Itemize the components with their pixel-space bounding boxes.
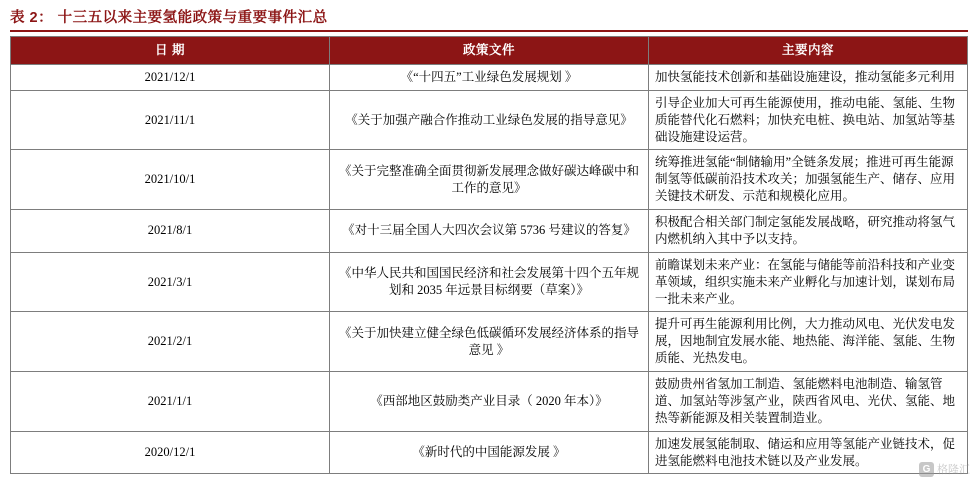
cell-content: 鼓励贵州省氢加工制造、氢能燃料电池制造、输氢管道、加氢站等涉氢产业，陕西省风电、光伏、氢能、地热等新能源及相关装置制造业。 [649,372,968,432]
table-row [11,64,968,90]
cell-content: 加快氢能技术创新和基础设施建设，推动氢能多元利用 [649,64,968,90]
cell-document: 《中华人民共和国国民经济和社会发展第十四个五年规划和 2035 年远景目标纲要（草案）》 [330,252,649,312]
cell-document: 《关于加快建立健全绿色低碳循环发展经济体系的指导意见 》 [330,312,649,372]
column-header-document: 政策文件 [330,37,649,65]
cell-content: 加速发展氢能制取、储运和应用等氢能产业链技术，促进氢能燃料电池技术链以及产业发展。 [649,431,968,474]
table-row [11,252,968,312]
cell-date: 2020/12/1 [11,431,330,474]
cell-date: 2021/3/1 [11,252,330,312]
table-body [11,64,968,474]
table-row [11,312,968,372]
watermark-logo-icon: G [919,462,934,477]
cell-document: 《西部地区鼓励类产业目录（ 2020 年本）》 [330,372,649,432]
watermark [919,461,970,477]
cell-date: 2021/2/1 [11,312,330,372]
cell-document: 《关于加强产融合作推动工业绿色发展的指导意见》 [330,90,649,150]
table-caption [10,6,968,32]
column-header-content: 主要内容 [649,37,968,65]
cell-content: 积极配合相关部门制定氢能发展战略，研究推动将氢气内燃机纳入其中予以支持。 [649,210,968,253]
cell-date: 2021/11/1 [11,90,330,150]
table-caption-text: 表 2： 十三五以来主要氢能政策与重要事件汇总 [10,10,328,26]
table-row [11,150,968,210]
cell-content: 前瞻谋划未来产业：在氢能与储能等前沿科技和产业变革领域，组织实施未来产业孵化与加速计划，谋划布局一批未来产业。 [649,252,968,312]
cell-content: 统筹推进氢能“制储输用”全链条发展；推进可再生能源制氢等低碳前沿技术攻关；加强氢能生产、储存、应用关键技术研发、示范和规模化应用。 [649,150,968,210]
table-row [11,90,968,150]
cell-content: 提升可再生能源利用比例，大力推动风电、光伏发电发展，因地制宜发展水能、地热能、海洋能、氢能、生物质能、光热发电。 [649,312,968,372]
policy-table [10,36,968,474]
watermark-text: 格隆汇 [937,464,970,476]
cell-date: 2021/12/1 [11,64,330,90]
cell-content: 引导企业加大可再生能源使用，推动电能、氢能、生物质能替代化石燃料；加快充电桩、换电站、加氢站等基础设施建设运营。 [649,90,968,150]
cell-document: 《关于完整准确全面贯彻新发展理念做好碳达峰碳中和工作的意见》 [330,150,649,210]
cell-document: 《“十四五”工业绿色发展规划 》 [330,64,649,90]
cell-date: 2021/1/1 [11,372,330,432]
table-row [11,210,968,253]
cell-document: 《对十三届全国人大四次会议第 5736 号建议的答复》 [330,210,649,253]
table-header-row [11,37,968,65]
column-header-date: 日 期 [11,37,330,65]
cell-date: 2021/10/1 [11,150,330,210]
table-header [11,37,968,65]
cell-document: 《新时代的中国能源发展 》 [330,431,649,474]
table-row [11,372,968,432]
table-row [11,431,968,474]
cell-date: 2021/8/1 [11,210,330,253]
